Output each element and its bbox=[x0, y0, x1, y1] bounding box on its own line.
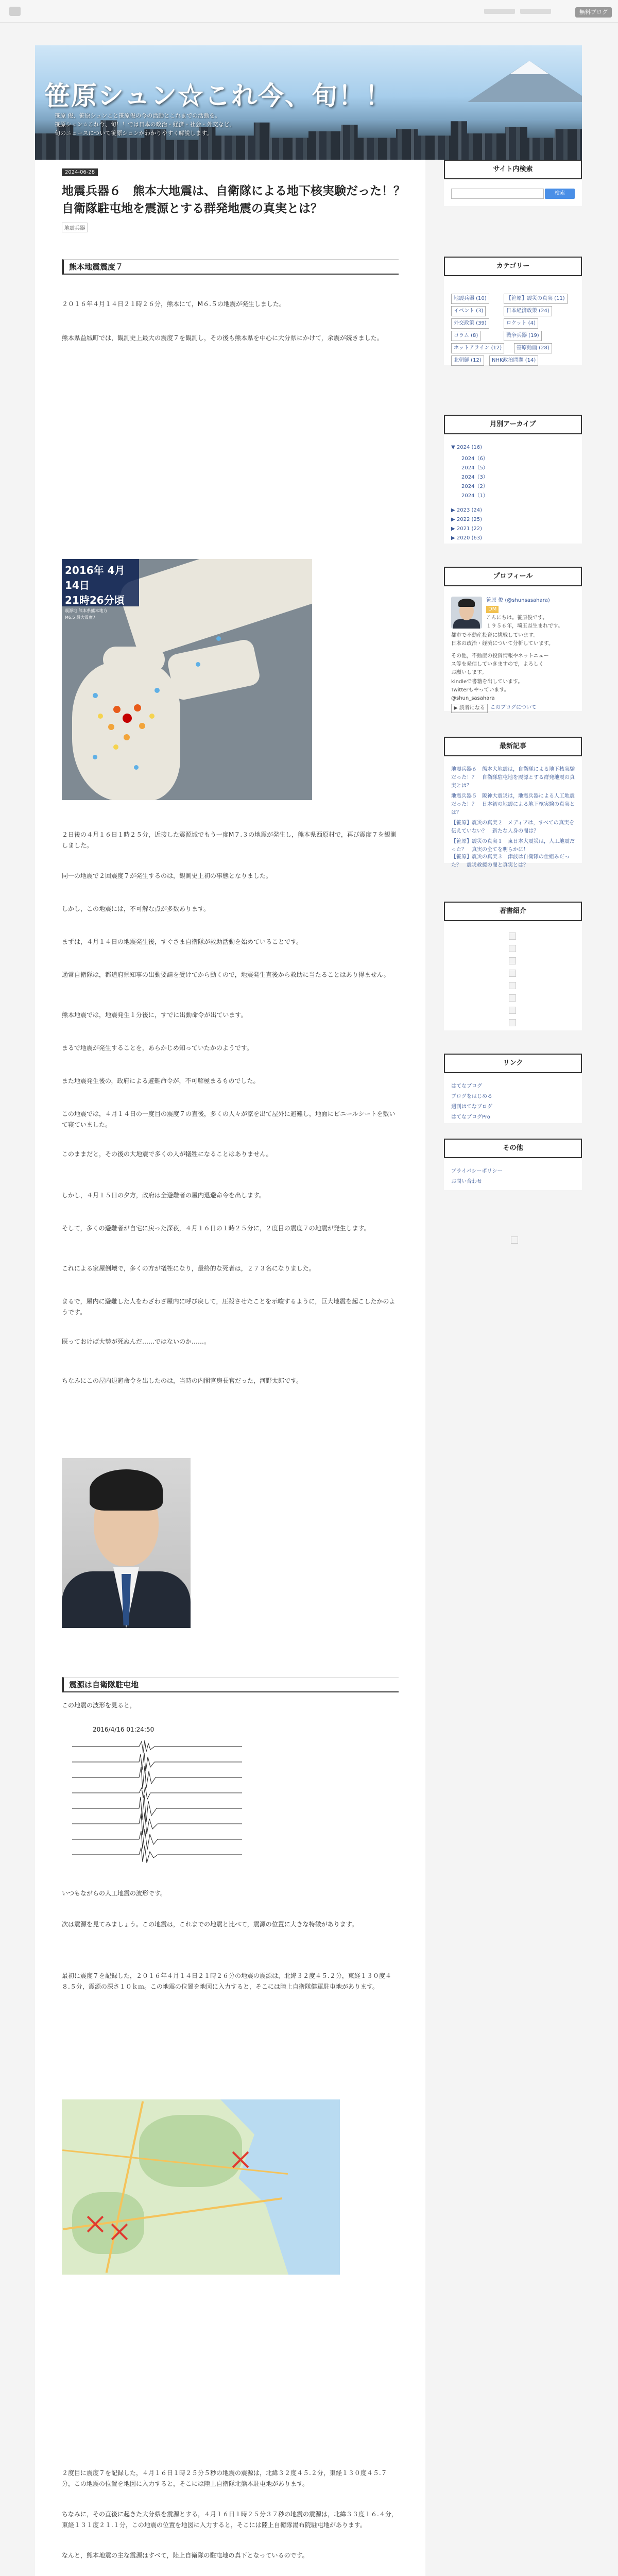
recent-post-link[interactable]: 【笹原】震災の真実１ 東日本大震災は，人工地震だった？ 真実の全てを明らかに！ bbox=[451, 839, 575, 853]
sidebar-link[interactable]: 週刊はてなブログ bbox=[451, 1104, 492, 1110]
category-tag[interactable]: 地震兵器 (10) bbox=[451, 294, 489, 304]
search-input[interactable] bbox=[451, 189, 544, 199]
intensity-marker bbox=[93, 693, 98, 698]
profile-text: その他，不動産の投資情報やネットニュー bbox=[451, 653, 549, 659]
archive-month[interactable]: 2024（6） bbox=[461, 456, 488, 462]
archive-year[interactable]: ▶ 2023 (24) bbox=[451, 507, 483, 513]
category-tag[interactable]: 戦争兵器 (19) bbox=[504, 331, 542, 341]
category-tag[interactable]: ホットアライン (12) bbox=[451, 343, 504, 353]
archive-month[interactable]: 2024（1） bbox=[461, 493, 488, 499]
category-tag[interactable]: イベント (3) bbox=[451, 306, 486, 316]
profile-text: 日本の政治・経済について分析しています。 bbox=[451, 641, 554, 647]
profile-widget bbox=[444, 567, 582, 711]
privacy-policy-link[interactable]: プライバシーポリシー bbox=[451, 1168, 503, 1174]
seismograph-waveforms bbox=[62, 1726, 247, 1875]
intensity-marker bbox=[98, 714, 103, 719]
widget-title: 最新記事 bbox=[444, 737, 582, 756]
category-tag[interactable]: 北朝鮮 (12) bbox=[451, 355, 484, 366]
category-tag[interactable]: NHK政治問題 (14) bbox=[489, 355, 538, 366]
profile-avatar[interactable] bbox=[451, 597, 482, 629]
intensity-marker bbox=[134, 765, 139, 770]
intensity-marker bbox=[124, 734, 130, 740]
intensity-marker bbox=[134, 704, 141, 711]
search-button[interactable]: 検索 bbox=[545, 189, 575, 199]
widget-title: カテゴリー bbox=[444, 257, 582, 276]
paragraph: 同一の地震で２回震度７が発生するのは，観測史上初の事態となりました。 bbox=[62, 872, 272, 879]
epicenter-marker-icon bbox=[232, 2151, 249, 2168]
nav-placeholder-2[interactable] bbox=[520, 9, 551, 14]
intensity-marker bbox=[108, 724, 114, 730]
profile-badge: DM bbox=[486, 606, 499, 613]
map-note: M6.5 最大震度7 bbox=[65, 615, 96, 620]
earthquake-intensity-map bbox=[62, 559, 312, 800]
category-widget bbox=[444, 257, 582, 365]
profile-text: kindleで書籍を出しています。 bbox=[451, 679, 523, 685]
archive-month[interactable]: 2024（2） bbox=[461, 484, 488, 489]
recent-post-link[interactable]: 【笹原】震災の真実３ 津波は自衛隊の仕組みだった？ 震災救援の闇と真実とは？ bbox=[451, 854, 570, 868]
intensity-marker bbox=[113, 744, 118, 750]
widget-title: 著書紹介 bbox=[444, 902, 582, 921]
site-description-line: 笹原シュン☆これ今、旬！！では日本の政治・経済・社会・外交など、 bbox=[55, 121, 235, 128]
intensity-marker bbox=[216, 636, 221, 641]
portrait-hair bbox=[90, 1469, 163, 1511]
archive-month[interactable]: 2024（5） bbox=[461, 465, 488, 471]
profile-text: １９５６年，埼玉県生まれです。 bbox=[486, 623, 563, 629]
site-description-line: 旬のニュースについて笹原シュンがわかりやすく解説します。 bbox=[55, 130, 213, 137]
category-tag[interactable]: 日本経済政策 (24) bbox=[504, 306, 552, 316]
main-article bbox=[35, 160, 425, 2576]
epicenter-marker-icon bbox=[87, 2215, 104, 2233]
paragraph: 既っておけば大勢が死ぬんだ……ではないのか……。 bbox=[62, 1338, 211, 1345]
post-title[interactable]: 地震兵器６ 熊本大地震は、自衛隊による地下核実験だった！？ 自衛隊駐屯地を震源とする群発地震の真実とは？ bbox=[62, 184, 417, 215]
category-tag[interactable]: 外交政策 (39) bbox=[451, 318, 489, 329]
seismograph-image bbox=[62, 1726, 247, 1875]
book-banner-image[interactable] bbox=[509, 945, 516, 952]
recent-posts-widget bbox=[444, 737, 582, 868]
contact-link[interactable]: お問い合わせ bbox=[451, 1179, 482, 1184]
site-description bbox=[55, 111, 322, 138]
category-tag[interactable]: 笹原動画 (28) bbox=[514, 343, 552, 353]
seismograph-title: 2016/4/16 01:24:50 bbox=[93, 1726, 154, 1733]
archive-year[interactable]: ▶ 2022 (25) bbox=[451, 517, 483, 522]
books-widget bbox=[444, 902, 582, 1030]
paragraph: 熊本県益城町では，観測史上最大の震度７を観測し，その後も熊本県を中心に大分県にかけて，余震が続きました。 bbox=[62, 334, 383, 342]
paragraph: 最初に震度７を記録した，２０１６年４月１４日２１時２６分の地震の震源は，北緯３２度４５.２分，東経１３０度４８.５分，震源の深さ１０ｋｍ。この地震の位置を地図に入力すると，そこには陸上自衛隊健軍駐屯地があります。 bbox=[62, 1972, 391, 1990]
about-blog-link[interactable]: このブログについて bbox=[490, 705, 537, 710]
paragraph: ２０１６年４月１４日２１時２６分，熊本にて，M６.５の地震が発生しました。 bbox=[62, 300, 285, 308]
garrison-location-map bbox=[62, 2099, 340, 2275]
paragraph: ２度目に震度７を記録した，４月１６日１時２５分５秒の地震の震源は，北緯３２度４５.２分，東経１３０度４５.７分，この地震の位置を地図に入力すると，そこには陸上自衛隊北熊本駐屯地があります。 bbox=[62, 2469, 387, 2487]
map-date: 2016年 4月14日 bbox=[65, 564, 125, 591]
widget-title: 月別アーカイブ bbox=[444, 415, 582, 434]
sidebar-link[interactable]: はてなブログPro bbox=[451, 1114, 490, 1120]
map-land bbox=[103, 647, 165, 672]
paragraph: まずは，４月１４日の地震発生後，すぐさま自衛隊が救助活動を始めていることです。 bbox=[62, 938, 303, 945]
archive-year[interactable]: ▶ 2020 (63) bbox=[451, 535, 483, 541]
paragraph: 通常自衛隊は，都道府県知事の出動要請を受けてから動くので，地震発生直後から救助に当たることはあり得ません。 bbox=[62, 971, 390, 978]
paragraph: 次は震源を見てみましょう。この地震は，これまでの地震と比べて，震源の位置に大きな特徴があります。 bbox=[62, 1921, 358, 1928]
widget-title: サイト内検索 bbox=[444, 160, 582, 179]
avatar-hair bbox=[458, 599, 475, 607]
paragraph: ２日後の４月１６日１時２５分，近接した震源域でもう一度M７.３の地震が発生し，熊本県西原村で，再び震度７を観測しました。 bbox=[62, 831, 397, 849]
map-land bbox=[166, 638, 262, 701]
map-forest bbox=[139, 2115, 242, 2187]
intensity-marker bbox=[123, 714, 132, 723]
archive-year[interactable]: ▶ 2021 (22) bbox=[451, 526, 483, 532]
section-heading: 震源は自衛隊駐屯地 bbox=[62, 1677, 399, 1692]
map-note: 震源地 熊本県熊本地方 bbox=[65, 608, 108, 613]
site-header bbox=[35, 45, 582, 160]
follow-button[interactable]: ▶ 読者になる bbox=[451, 704, 488, 713]
book-banner-image[interactable] bbox=[509, 1019, 516, 1026]
intensity-marker bbox=[196, 662, 200, 667]
map-land bbox=[116, 559, 312, 659]
profile-name[interactable]: 笹原 俊 (@shunsasahara) bbox=[486, 598, 550, 603]
archive-widget bbox=[444, 415, 582, 544]
intensity-marker bbox=[149, 714, 154, 719]
profile-text: 都市で不動産投資に挑戦しています。 bbox=[451, 633, 539, 638]
paragraph: まるで，屋内に避難した人をわざわざ屋内に呼び戻して，圧殺させたことを示唆するように，巨大地震を起こしたかのようです。 bbox=[62, 1298, 396, 1316]
profile-text: @shun_sasahara bbox=[451, 696, 495, 701]
paragraph: このままだと，その後の大地震で多くの人が犠牲になることはありません。 bbox=[62, 1150, 272, 1158]
avatar-suit bbox=[453, 619, 480, 629]
search-widget bbox=[444, 160, 582, 206]
paragraph: この地震では，４月１４日の一度目の震度７の直後，多くの人々が家を出て屋外に避難し，地面にビニールシートを敷いて寝ていました。 bbox=[62, 1110, 396, 1128]
paragraph: まるで地震が発生することを，あらかじめ知っていたかのようです。 bbox=[62, 1044, 253, 1052]
widget-title: その他 bbox=[444, 1139, 582, 1158]
paragraph: そして，多くの避難者が自宅に戻った深夜，４月１６日の１時２５分に，２度目の震度７の地震が発生します。 bbox=[62, 1225, 370, 1232]
portrait-photo bbox=[62, 1458, 191, 1628]
book-banner-image[interactable] bbox=[509, 970, 516, 977]
recent-post-link[interactable]: 【笹原】震災の真実２ メディアは，すべての真実を伝えていない？ 新たな人身の闇は？ bbox=[451, 820, 574, 834]
profile-text: こんにちは。笹原俊です。 bbox=[486, 615, 548, 621]
recent-post-link[interactable]: 地震兵器６ 熊本大地震は，自衛隊による地下核実験だった！？ 自衛隊駐屯地を震源とする群発地震の真実とは？ bbox=[451, 767, 575, 789]
paragraph: ちなみにこの屋内退避命令を出したのは，当時の内閣官房長官だった，河野太郎です。 bbox=[62, 1377, 303, 1384]
widget-title: リンク bbox=[444, 1054, 582, 1073]
paragraph: この地震の波形を見ると， bbox=[62, 1702, 136, 1709]
map-land-kyushu bbox=[72, 662, 180, 800]
footer-banner-image[interactable] bbox=[511, 1236, 518, 1244]
register-button[interactable]: 無料ブログ bbox=[575, 7, 612, 18]
intensity-marker bbox=[93, 755, 97, 759]
book-banner-image[interactable] bbox=[509, 933, 516, 940]
archive-month[interactable]: 2024（3） bbox=[461, 474, 488, 480]
paragraph: なんと，熊本地震の主な震源はすべて，陸上自衛隊の駐屯地の真下となっているのです。 bbox=[62, 2552, 308, 2559]
epicenter-marker-icon bbox=[111, 2223, 128, 2241]
recent-post-link[interactable]: 地震兵器５ 阪神大震災は，地震兵器による人工地震だった！？ 日本初の地震による地下核実験の真実とは？ bbox=[451, 793, 575, 816]
book-banner-image[interactable] bbox=[509, 982, 516, 989]
nav-placeholder-1[interactable] bbox=[484, 9, 515, 14]
widget-title: プロフィール bbox=[444, 567, 582, 586]
intensity-marker bbox=[113, 706, 121, 713]
paragraph: いつもながらの人工地震の波形です。 bbox=[62, 1890, 167, 1897]
others-widget bbox=[444, 1139, 582, 1190]
paragraph: また地震発生後の，政府による避難命令が，不可解極まるものでした。 bbox=[62, 1077, 260, 1084]
paragraph: しかし，４月１５日の夕方，政府は全避難者の屋内退避命令を出します。 bbox=[62, 1192, 266, 1199]
mountain-snow bbox=[510, 61, 549, 74]
site-description-line: 笹原 俊、笹原シュンこと笹原俊の今の活動とこれまでの活動を。 bbox=[55, 112, 221, 119]
section-heading: 熊本地震震度７ bbox=[62, 259, 399, 275]
profile-text: ス等を発信していきますので，よろしく bbox=[451, 662, 544, 667]
post-date: 2024-06-28 bbox=[62, 168, 98, 176]
profile-text: お願いします。 bbox=[451, 670, 487, 675]
map-caption bbox=[62, 559, 139, 620]
paragraph: ちなみに，その直後に起きた大分県を震源とする，４月１６日１時２５分３７秒の地震の震源は，北緯３３度１６.４分，東経１３１度２１.１分，この地震の位置を地図に入力すると，そこには陸上自衛隊湯布院駐屯地があります。 bbox=[62, 2511, 398, 2529]
paragraph: しかし，この地震には，不可解な点が多数あります。 bbox=[62, 905, 210, 912]
category-tag[interactable]: ロケット (4) bbox=[504, 318, 538, 329]
paragraph: 熊本地震では，地震発生１分後に，すでに出動命令が出ています。 bbox=[62, 1011, 247, 1019]
top-navbar bbox=[0, 0, 618, 23]
sidebar-link[interactable]: ブログをはじめる bbox=[451, 1094, 492, 1099]
book-banner-image[interactable] bbox=[509, 957, 516, 964]
sidebar-link[interactable]: はてなブログ bbox=[451, 1083, 482, 1089]
archive-year[interactable]: ▼ 2024 (16) bbox=[451, 445, 483, 450]
post-category[interactable]: 地震兵器 bbox=[62, 223, 88, 232]
book-banner-image[interactable] bbox=[509, 1007, 516, 1014]
intensity-marker bbox=[154, 688, 160, 693]
book-banner-image[interactable] bbox=[509, 994, 516, 1002]
intensity-marker bbox=[139, 723, 145, 729]
site-title[interactable]: 笹原シュン☆これ今、旬！！ bbox=[44, 80, 392, 111]
map-time: 21時26分頃 bbox=[65, 594, 125, 606]
paragraph: これによる家屋倒壊で，多くの方が犠牲になり，最終的な死者は，２７３名になりました。 bbox=[62, 1265, 315, 1272]
hatena-logo-icon[interactable] bbox=[9, 7, 21, 16]
links-widget bbox=[444, 1054, 582, 1123]
category-tag[interactable]: 【笹原】震災の真実 (11) bbox=[504, 294, 568, 304]
profile-text: Twitterもやっています。 bbox=[451, 687, 509, 693]
category-tag[interactable]: コラム (8) bbox=[451, 331, 480, 341]
